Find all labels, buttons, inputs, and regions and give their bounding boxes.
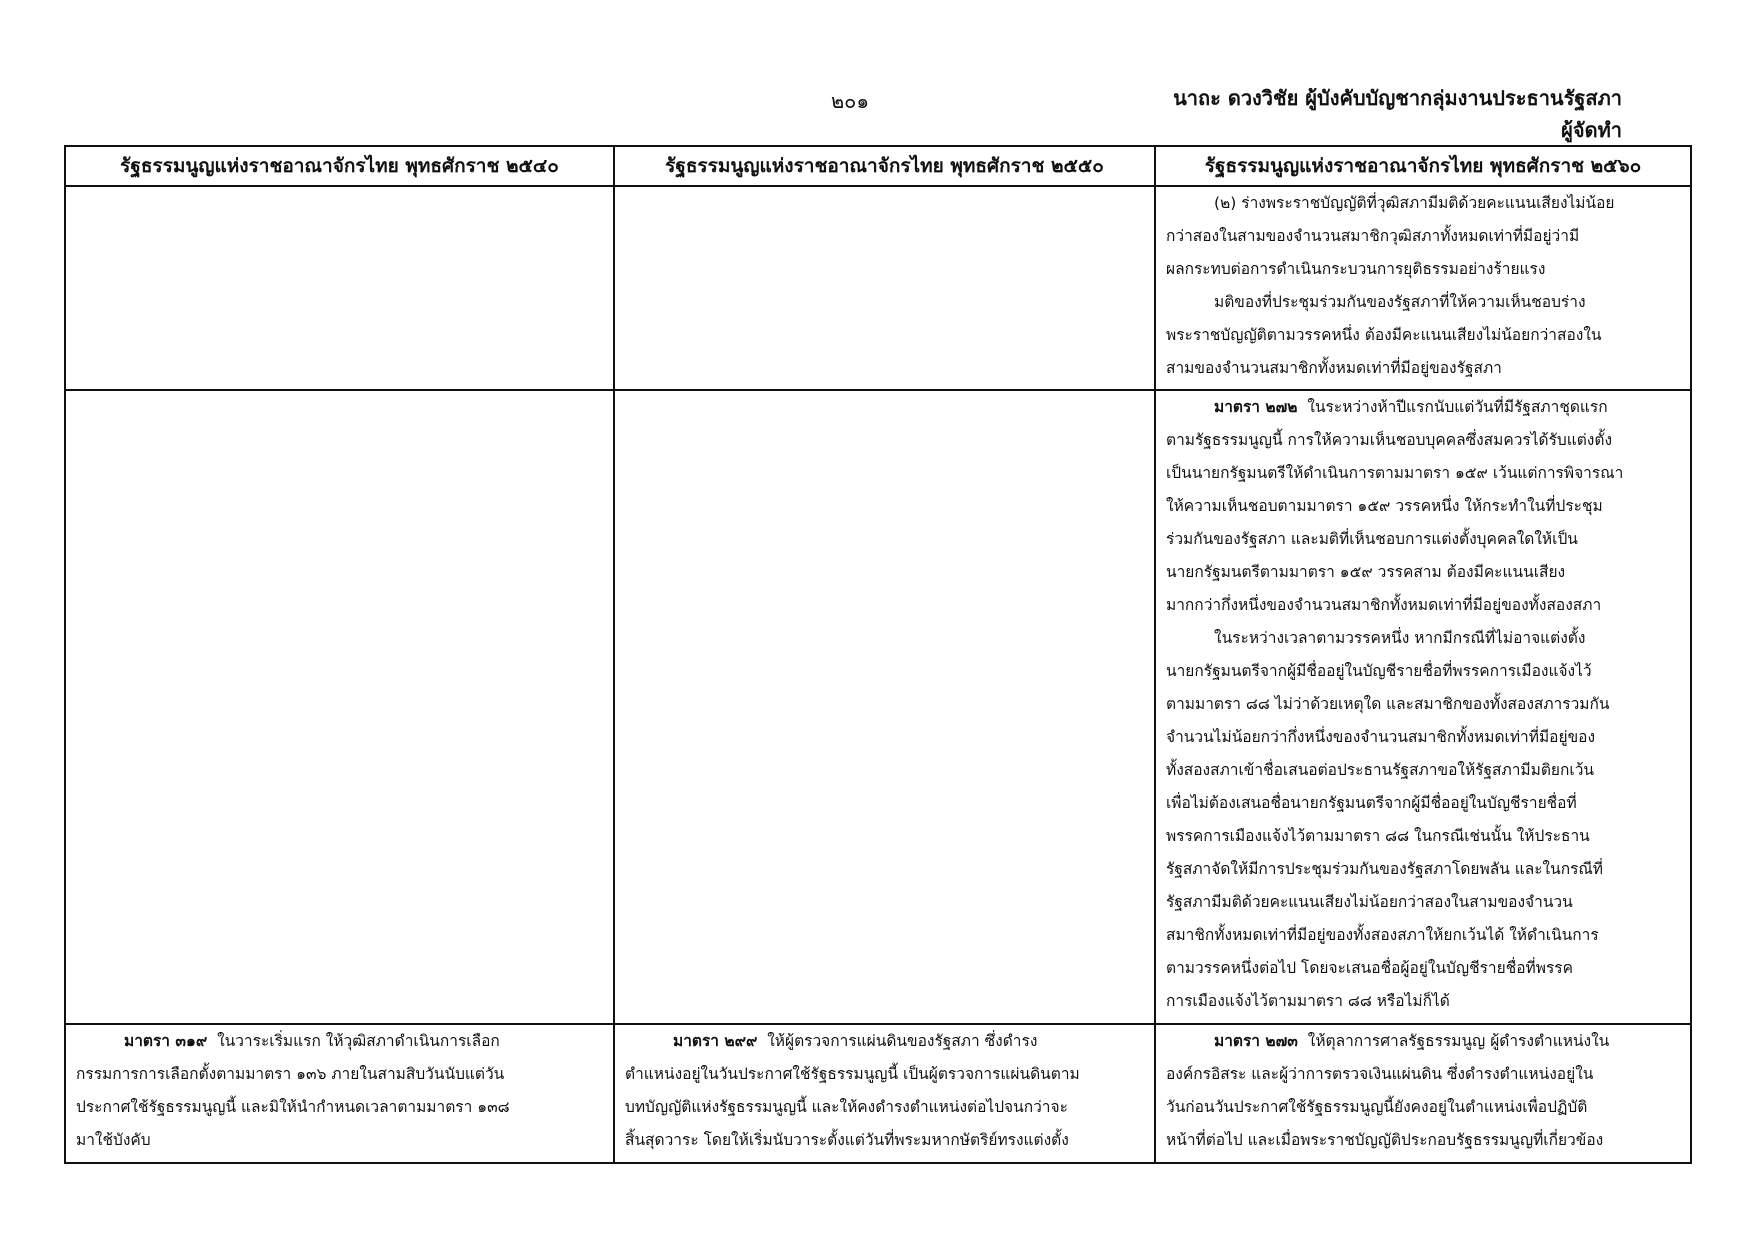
text-line: พระราชบัญญัติตามวรรคหนึ่ง ต้องมีคะแนนเสียงไม่น้อยกว่าสองใน <box>1166 326 1602 344</box>
section-number: มาตรา ๒๙๙ <box>673 1032 758 1050</box>
text-line: ตำแหน่งอยู่ในวันประกาศใช้รัฐธรรมนูญนี้ เป็นผู้ตรวจการแผ่นดินตาม <box>625 1065 1080 1083</box>
cell-2550-section-299 <box>614 1024 1155 1163</box>
text-line: ประกาศใช้รัฐธรรมนูญนี้ และมิให้นำกำหนดเวลาตามมาตรา ๑๓๘ <box>76 1098 510 1116</box>
table-row <box>65 390 1691 1024</box>
cell-2550-empty <box>614 390 1155 1024</box>
preparer-role: ผู้จัดทำ <box>1561 118 1622 142</box>
cell-2540-empty <box>65 390 614 1024</box>
column-header-2560: รัฐธรรมนูญแห่งราชอาณาจักรไทย พุทธศักราช ๒๕๖๐ <box>1155 146 1691 186</box>
text-line: มติของที่ประชุมร่วมกันของรัฐสภาที่ให้ความเห็นชอบร่าง <box>1214 293 1586 311</box>
text-line: ทั้งสองสภาเข้าชื่อเสนอต่อประธานรัฐสภาขอให้รัฐสภามีมติยกเว้น <box>1166 761 1594 779</box>
section-number: มาตรา ๓๑๙ <box>124 1032 208 1050</box>
text-line: องค์กรอิสระ และผู้ว่าการตรวจเงินแผ่นดิน ซึ่งดำรงตำแหน่งอยู่ใน <box>1166 1065 1594 1083</box>
text-line: รัฐสภาจัดให้มีการประชุมร่วมกันของรัฐสภาโดยพลัน และในกรณีที่ <box>1166 860 1604 878</box>
text-line: เพื่อไม่ต้องเสนอชื่อนายกรัฐมนตรีจากผู้มีชื่ออยู่ในบัญชีรายชื่อที่ <box>1166 794 1577 812</box>
text-line: สิ้นสุดวาระ โดยให้เริ่มนับวาระตั้งแต่วันที่พระมหากษัตริย์ทรงแต่งตั้ง <box>625 1131 1069 1149</box>
text-line: กรรมการการเลือกตั้งตามมาตรา ๑๓๖ ภายในสามสิบวันนับแต่วัน <box>76 1065 505 1083</box>
text-line: เป็นนายกรัฐมนตรีให้ดำเนินการตามมาตรา ๑๕๙ เว้นแต่การพิจารณา <box>1166 464 1624 482</box>
text-line: สามของจำนวนสมาชิกทั้งหมดเท่าที่มีอยู่ของรัฐสภา <box>1166 359 1502 377</box>
table-row <box>65 186 1691 390</box>
section-first-line <box>1166 391 1680 424</box>
preparer-name: นาถะ ดวงวิชัย ผู้บังคับบัญชากลุ่มงานประธานรัฐสภา <box>1173 86 1622 110</box>
text-line: มากกว่ากึ่งหนึ่งของจำนวนสมาชิกทั้งหมดเท่าที่มีอยู่ของทั้งสองสภา <box>1166 596 1602 614</box>
text-line: หน้าที่ต่อไป และเมื่อพระราชบัญญัติประกอบรัฐธรรมนูญที่เกี่ยวข้อง <box>1166 1131 1604 1149</box>
cell-2560-section-273 <box>1155 1024 1691 1163</box>
text-line: ในวาระเริ่มแรก ให้วุฒิสภาดำเนินการเลือก <box>217 1032 500 1050</box>
cell-2540-section-319 <box>65 1024 614 1163</box>
comparison-table <box>64 145 1692 1164</box>
text-line: มาใช้บังคับ <box>76 1131 151 1149</box>
section-first-line <box>625 1025 1144 1058</box>
section-number: มาตรา ๒๗๓ <box>1214 1032 1298 1050</box>
text-line: การเมืองแจ้งไว้ตามมาตรา ๘๘ หรือไม่ก็ได้ <box>1166 992 1450 1010</box>
column-header-2540: รัฐธรรมนูญแห่งราชอาณาจักรไทย พุทธศักราช ๒๕๔๐ <box>65 146 614 186</box>
section-first-line <box>76 1025 603 1058</box>
preparer-block <box>1173 82 1622 146</box>
text-line: ตามวรรคหนึ่งต่อไป โดยจะเสนอชื่อผู้อยู่ในบัญชีรายชื่อที่พรรค <box>1166 959 1573 977</box>
cell-2560-section-272 <box>1155 390 1691 1024</box>
text-line: กว่าสองในสามของจำนวนสมาชิกวุฒิสภาทั้งหมดเท่าที่มีอยู่ว่ามี <box>1166 227 1580 245</box>
text-line: ให้ตุลาการศาลรัฐธรรมนูญ ผู้ดำรงตำแหน่งใน <box>1307 1032 1610 1050</box>
text-line: รัฐสภามีมติด้วยคะแนนเสียงไม่น้อยกว่าสองในสามของจำนวน <box>1166 893 1573 911</box>
text-line: ในระหว่างเวลาตามวรรคหนึ่ง หากมีกรณีที่ไม่อาจแต่งตั้ง <box>1214 629 1586 647</box>
text-line: ตามมาตรา ๘๘ ไม่ว่าด้วยเหตุใด และสมาชิกของทั้งสองสภารวมกัน <box>1166 695 1610 713</box>
text-line: นายกรัฐมนตรีตามมาตรา ๑๕๙ วรรคสาม ต้องมีคะแนนเสียง <box>1166 563 1566 581</box>
cell-2560-text <box>1155 186 1691 390</box>
text-line: ผลกระทบต่อการดำเนินกระบวนการยุติธรรมอย่างร้ายแรง <box>1166 260 1546 278</box>
text-line: ให้ความเห็นชอบตามมาตรา ๑๕๙ วรรคหนึ่ง ให้กระทำในที่ประชุม <box>1166 497 1603 515</box>
column-header-2550: รัฐธรรมนูญแห่งราชอาณาจักรไทย พุทธศักราช ๒๕๕๐ <box>614 146 1155 186</box>
text-line: (๒) ร่างพระราชบัญญัติที่วุฒิสภามีมติด้วยคะแนนเสียงไม่น้อย <box>1214 194 1615 212</box>
cell-2540-empty <box>65 186 614 390</box>
text-line: พรรคการเมืองแจ้งไว้ตามมาตรา ๘๘ ในกรณีเช่นนั้น ให้ประธาน <box>1166 827 1590 845</box>
cell-2550-empty <box>614 186 1155 390</box>
section-number: มาตรา ๒๗๒ <box>1214 398 1298 416</box>
table-row <box>65 1024 1691 1163</box>
text-line: นายกรัฐมนตรีจากผู้มีชื่ออยู่ในบัญชีรายชื่อที่พรรคการเมืองแจ้งไว้ <box>1166 662 1592 680</box>
text-line: จำนวนไม่น้อยกว่ากึ่งหนึ่งของจำนวนสมาชิกทั้งหมดเท่าที่มีอยู่ของ <box>1166 728 1596 746</box>
header-row <box>65 146 1691 186</box>
text-line: สมาชิกทั้งหมดเท่าที่มีอยู่ของทั้งสองสภาให้ยกเว้นได้ ให้ดำเนินการ <box>1166 926 1599 944</box>
section-first-line <box>1166 1025 1680 1058</box>
text-line: บทบัญญัติแห่งรัฐธรรมนูญนี้ และให้คงดำรงตำแหน่งต่อไปจนกว่าจะ <box>625 1098 1068 1116</box>
text-line: ตามรัฐธรรมนูญนี้ การให้ความเห็นชอบบุคคลซึ่งสมควรได้รับแต่งตั้ง <box>1166 431 1613 449</box>
page-number: ๒๐๑ <box>830 89 870 113</box>
text-line: ให้ผู้ตรวจการแผ่นดินของรัฐสภา ซึ่งดำรง <box>767 1032 1038 1050</box>
text-line: ในระหว่างห้าปีแรกนับแต่วันที่มีรัฐสภาชุดแรก <box>1307 398 1608 416</box>
text-line: ร่วมกันของรัฐสภา และมติที่เห็นชอบการแต่งตั้งบุคคลใดให้เป็น <box>1166 530 1578 548</box>
text-line: วันก่อนวันประกาศใช้รัฐธรรมนูญนี้ยังคงอยู่ในตำแหน่งเพื่อปฏิบัติ <box>1166 1098 1588 1116</box>
